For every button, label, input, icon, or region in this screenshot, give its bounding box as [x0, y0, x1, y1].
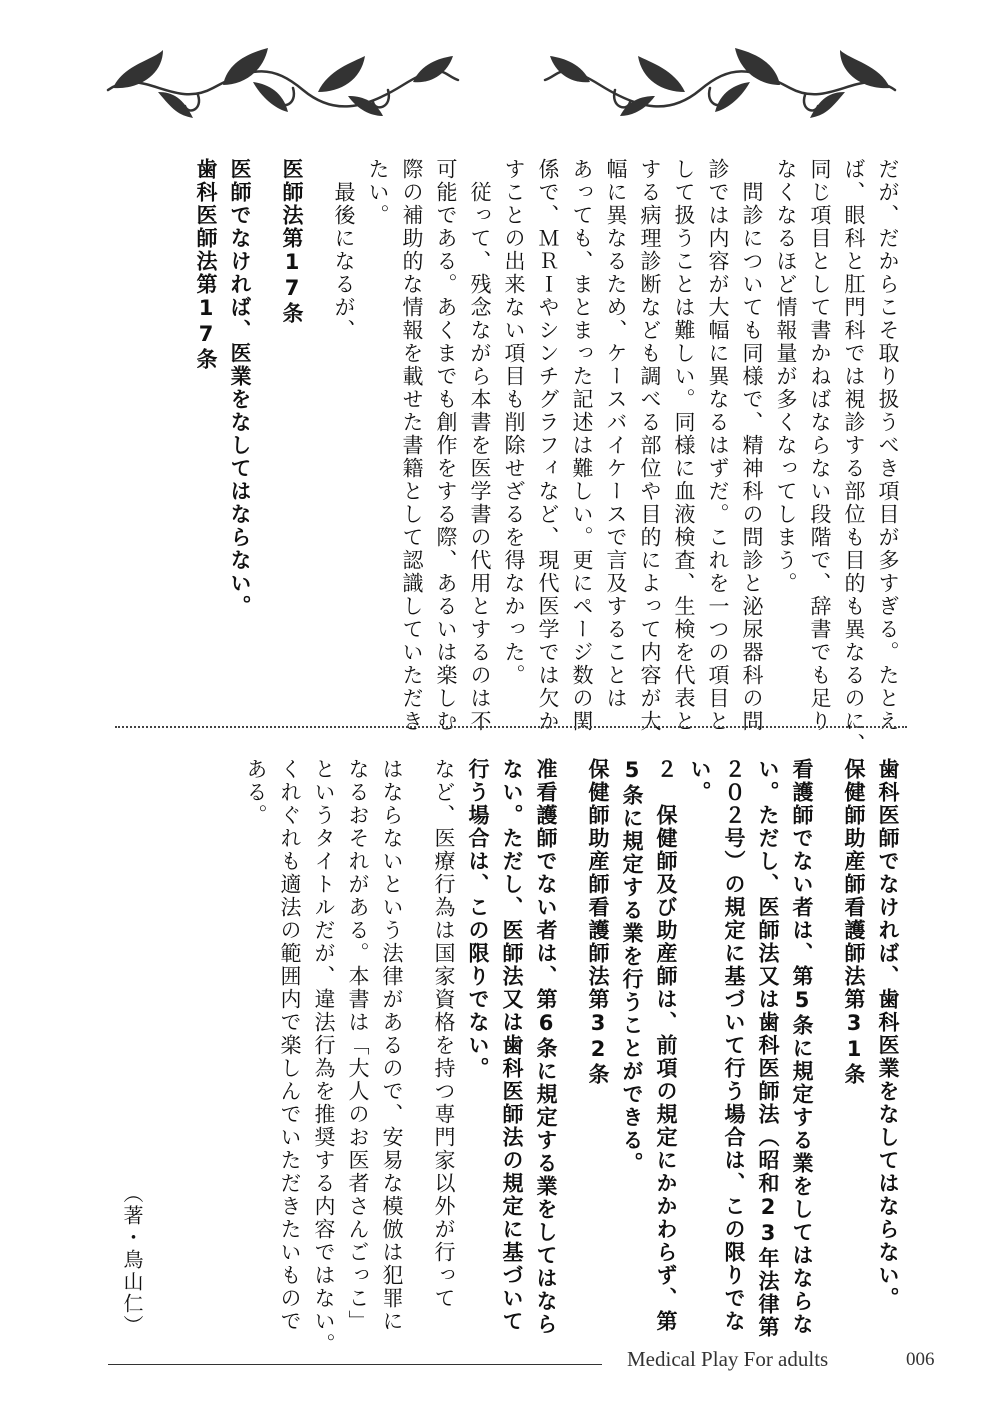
- text-column: たい。: [366, 158, 390, 227]
- text-column: ば、眼科と肛門科では視診する部位も目的も異なるのに、: [842, 158, 866, 756]
- text-column: 幅に異なるため、ケースバイケースで言及することは: [604, 158, 628, 710]
- text-column: 診では内容が大幅に異なるはずだ。これを一つの項目と: [706, 158, 730, 733]
- footer-title: Medical Play For adults: [627, 1347, 829, 1371]
- bottom-text-block: [239, 758, 905, 1356]
- text-column: 問診についても同様で、精神科の問診と泌尿器科の問: [740, 158, 764, 733]
- text-column: すことの出来ない項目も削除せざるを得なかった。: [502, 158, 526, 687]
- text-column: くれぐれも適法の範囲内で楽しんでいただきたいもので: [278, 758, 302, 1333]
- text-column: はならないという法律があるので、安易な模倣は犯罪に: [380, 758, 404, 1333]
- law-heading: 保健師助産師看護師法第31条: [842, 758, 866, 1086]
- law-heading: 医師法第17条: [280, 158, 304, 325]
- text-column: なるおそれがある。本書は「大人のお医者さんごっこ」: [346, 758, 370, 1333]
- law-text: 准看護師でない者は、第6条に規定する業をしてはなら: [534, 758, 558, 1336]
- footer-rule: [108, 1364, 602, 1365]
- law-text: い。ただし、医師法又は歯科医師法（昭和23年法律第: [756, 758, 780, 1339]
- text-column: 同じ項目として書かねばならない段階で、辞書でも足り: [808, 158, 832, 733]
- text-column: 際の補助的な情報を載せた書籍として認識していただき: [400, 158, 424, 733]
- text-column: して扱うことは難しい。同様に血液検査、生検を代表と: [672, 158, 696, 733]
- law-text: ２０２号）の規定に基づいて行う場合は、この限りでな: [722, 758, 746, 1333]
- law-text: ２ 保健師及び助産師は、前項の規定にかかわらず、第: [654, 758, 678, 1333]
- text-column: 可能である。あくまでも創作をする際、あるいは楽しむ: [434, 158, 458, 733]
- law-heading: 歯科医師法第17条: [194, 158, 218, 371]
- law-text: 看護師でない者は、第5条に規定する業をしてはならな: [790, 758, 814, 1336]
- top-text-block: [171, 158, 905, 756]
- text-column: など、医療行為は国家資格を持つ専門家以外が行って: [432, 758, 456, 1310]
- dotted-divider: [115, 726, 907, 728]
- law-heading: 保健師助産師看護師法第32条: [586, 758, 610, 1086]
- text-column: というタイトルだが、違法行為を推奨する内容ではない。: [312, 758, 336, 1356]
- text-column: だが、だからこそ取り扱うべき項目が多すぎる。たとえ: [876, 158, 900, 733]
- author-credit: （著・鳥山仁）: [120, 1183, 144, 1337]
- vine-ornament-left-icon: [103, 40, 463, 120]
- text-column: 従って、残念ながら本書を医学書の代用とするのは不: [468, 158, 492, 733]
- text-column: ある。: [244, 758, 268, 827]
- law-text: い。: [688, 758, 712, 804]
- law-text: 医師でなければ、医業をなしてはならない。: [228, 158, 252, 618]
- law-text: 5条に規定する業を行うことができる。: [620, 758, 644, 1175]
- text-column: する病理診断なども調べる部位や目的によって内容が大: [638, 158, 662, 733]
- vine-ornament-right-icon: [540, 40, 900, 120]
- text-column: なくなるほど情報量が多くなってしまう。: [774, 158, 798, 595]
- text-column: 係で、ＭＲＩやシンチグラフィなど、現代医学では欠か: [536, 158, 560, 733]
- page-number: 006: [906, 1349, 935, 1370]
- text-column: 最後になるが、: [332, 158, 356, 342]
- law-text: 歯科医師でなければ、歯科医業をなしてはならない。: [876, 758, 900, 1310]
- law-text: ない。ただし、医師法又は歯科医師法の規定に基づいて: [500, 758, 524, 1333]
- law-text: 行う場合は、この限りでない。: [466, 758, 490, 1080]
- text-column: あっても、まとまった記述は難しい。更にページ数の関: [570, 158, 594, 733]
